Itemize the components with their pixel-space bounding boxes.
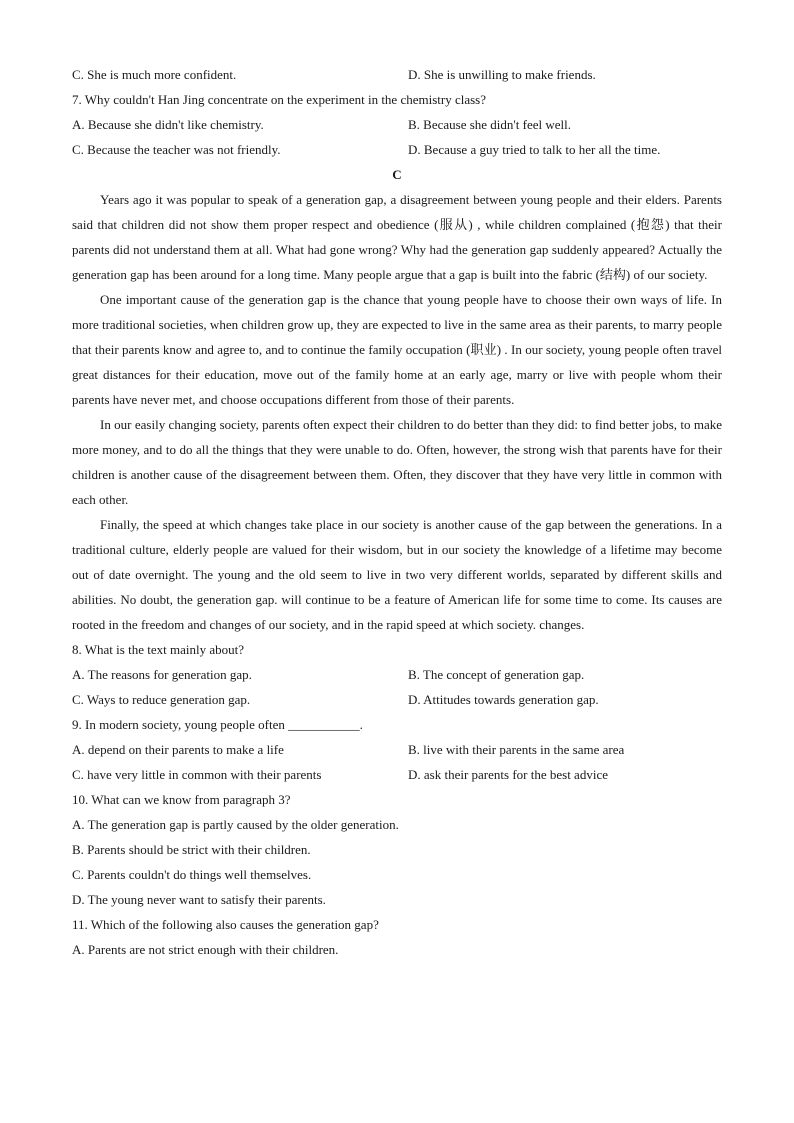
passage-paragraph-4: Finally, the speed at which changes take place in our society is another cause of the gap between the generations. In a traditional culture, elderly people are valued for their wisdom, but in our society the knowledge of a lifetime may become out of date overnight. The young and the old seem to live in two very different worlds, separated by different skills and abilities. No doubt, the generation gap. will continue to be a feature of American life for some time to come. Its causes are rooted in the freedom and changes of our society, and in the rapid speed at which society. changes. <box>72 517 722 632</box>
q11-option-a: A. Parents are not strict enough with their children. <box>72 942 339 957</box>
q6-option-d: D. She is unwilling to make friends. <box>408 67 596 82</box>
q7-options-row-cd <box>72 137 722 162</box>
q6-options-row-cd <box>72 62 722 87</box>
q7-option-a: A. Because she didn't like chemistry. <box>72 117 264 132</box>
q10-option-d: D. The young never want to satisfy their parents. <box>72 892 326 907</box>
passage-paragraph-3: In our easily changing society, parents often expect their children to do better than they did: to find better jobs, to make more money, and to do all the things that they were unable to do. Often, however, the strong wish that parents have for their children is another cause of the disagreement between them. Often, they discover that they have very little in common with each other. <box>72 417 722 507</box>
q8-option-d: D. Attitudes towards generation gap. <box>408 692 599 707</box>
q10-option-c: C. Parents couldn't do things well themselves. <box>72 867 312 882</box>
q7-options-row-ab <box>72 112 722 137</box>
q9-stem: 9. In modern society, young people often ___________. <box>72 717 363 732</box>
q8-option-c: C. Ways to reduce generation gap. <box>72 692 251 707</box>
q10-option-a: A. The generation gap is partly caused by the older generation. <box>72 817 399 832</box>
q10-option-b: B. Parents should be strict with their children. <box>72 842 311 857</box>
q7-option-d: D. Because a guy tried to talk to her all the time. <box>408 142 661 157</box>
q8-stem: 8. What is the text mainly about? <box>72 642 244 657</box>
q7-option-b: B. Because she didn't feel well. <box>408 117 571 132</box>
section-c-title: C <box>392 167 402 182</box>
q7-option-c: C. Because the teacher was not friendly. <box>72 142 281 157</box>
q8-options-row-ab <box>72 662 722 687</box>
q6-option-c: C. She is much more confident. <box>72 67 237 82</box>
q8-options-row-cd <box>72 687 722 712</box>
q8-option-b: B. The concept of generation gap. <box>408 667 585 682</box>
q8-option-a: A. The reasons for generation gap. <box>72 667 252 682</box>
q7-stem: 7. Why couldn't Han Jing concentrate on the experiment in the chemistry class? <box>72 92 487 107</box>
q9-option-a: A. depend on their parents to make a life <box>72 742 284 757</box>
exam-page <box>72 62 722 962</box>
q9-option-d: D. ask their parents for the best advice <box>408 767 608 782</box>
q9-options-row-cd <box>72 762 722 787</box>
q11-stem: 11. Which of the following also causes the generation gap? <box>72 917 379 932</box>
q9-option-c: C. have very little in common with their parents <box>72 767 322 782</box>
q9-option-b: B. live with their parents in the same area <box>408 742 625 757</box>
q9-options-row-ab <box>72 737 722 762</box>
passage-paragraph-2: One important cause of the generation gap is the chance that young people have to choose their own ways of life. In more traditional societies, when children grow up, they are expected to live in the same area as their parents, to marry people that their parents know and agree to, and to continue the family occupation (职业) . In our society, young people often travel great distances for their education, move out of the family home at an early age, marry or live with people whom their parents have never met, and choose occupations different from those of their parents. <box>72 292 722 407</box>
q10-stem: 10. What can we know from paragraph 3? <box>72 792 291 807</box>
passage-paragraph-1: Years ago it was popular to speak of a generation gap, a disagreement between young people and their elders. Parents said that children did not show them proper respect and obedience (服从) , while children complained (抱怨) that their parents did not understand them at all. What had gone wrong? Why had the generation gap suddenly appeared? Actually the generation gap has been around for a long time. Many people argue that a gap is built into the fabric (结构) of our society. <box>72 192 722 282</box>
